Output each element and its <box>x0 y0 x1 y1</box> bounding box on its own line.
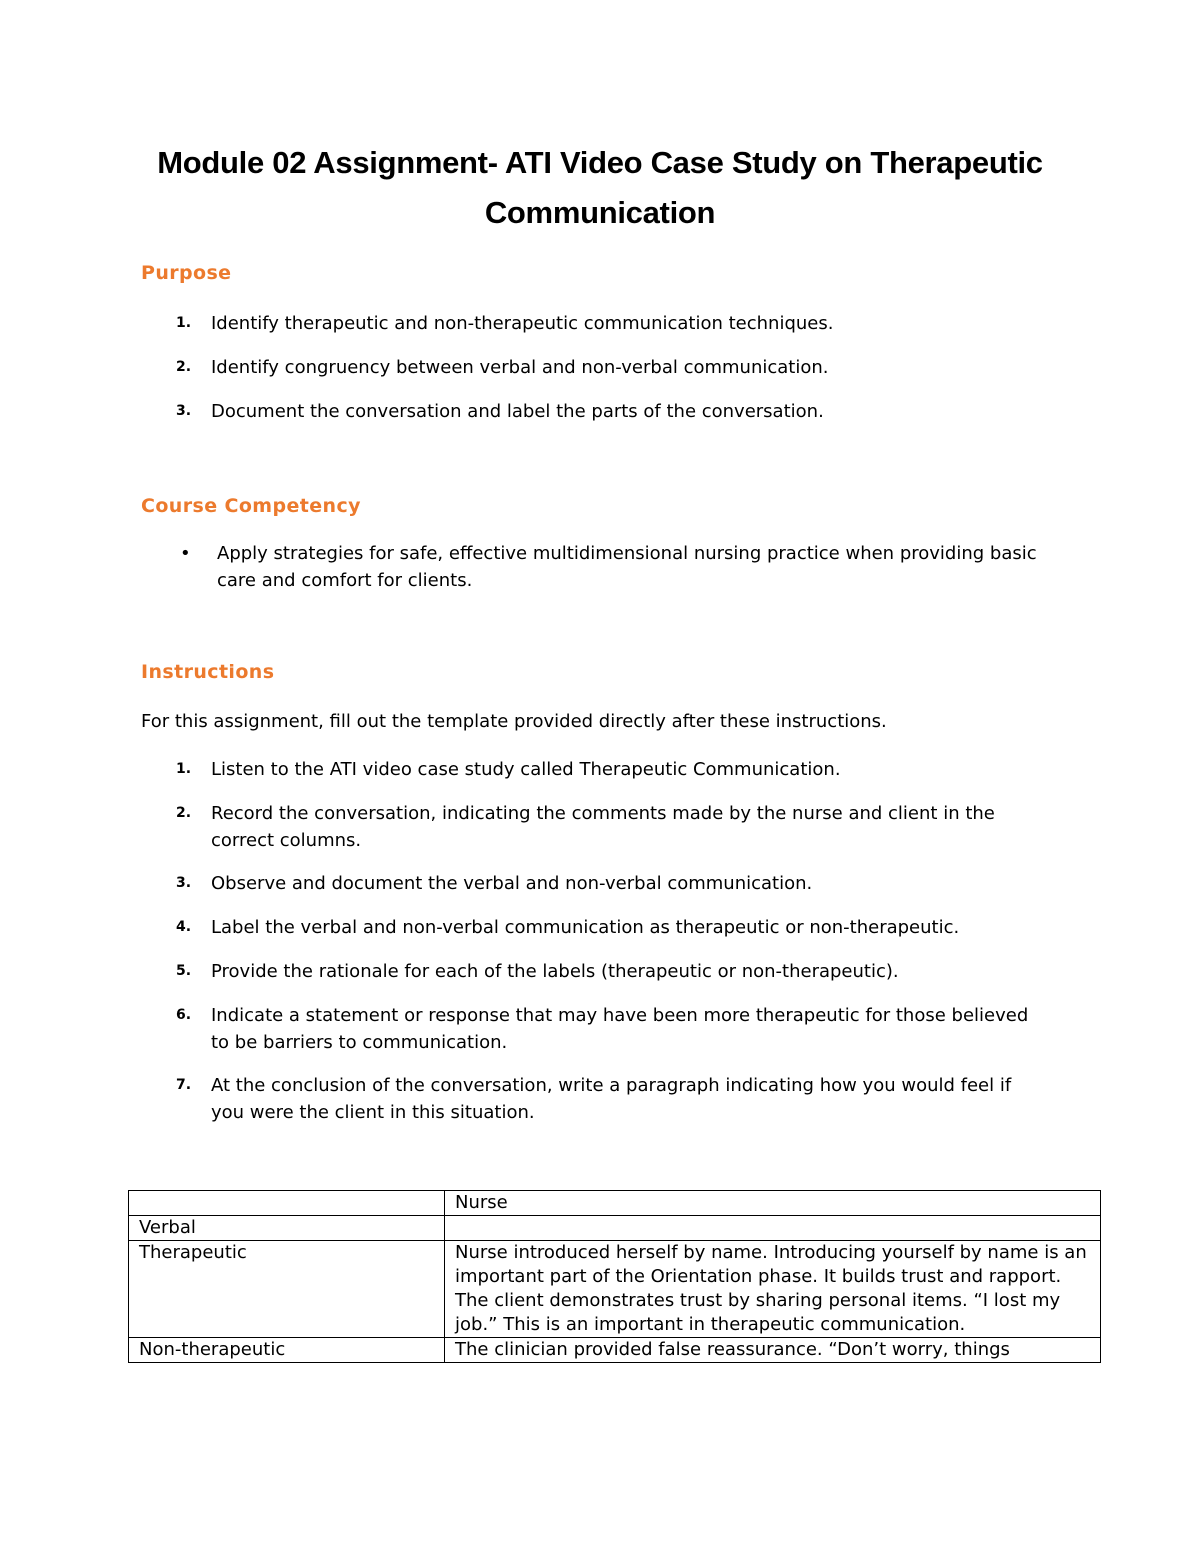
instruction-item <box>176 870 1056 897</box>
list-number: 3. <box>176 403 192 419</box>
title-line-1: Module 02 Assignment- ATI Video Case Study on Therapeutic <box>157 145 1043 180</box>
instruction-item <box>176 1072 1036 1126</box>
cell-paragraph: Nurse introduced herself by name. Introducing yourself by name is an important part of the Orientation phase. It builds trust and rapport. <box>455 1242 1087 1287</box>
row-label: Non-therapeutic <box>129 1338 445 1363</box>
purpose-heading: Purpose <box>141 262 232 284</box>
list-number: 2. <box>176 359 192 375</box>
communication-table <box>128 1190 1101 1363</box>
table-row <box>129 1241 1101 1338</box>
list-number: 6. <box>176 1007 192 1023</box>
purpose-item-text: Identify therapeutic and non-therapeutic communication techniques. <box>211 313 834 334</box>
competency-heading: Course Competency <box>141 495 361 517</box>
list-number: 5. <box>176 963 192 979</box>
instruction-item-text: Label the verbal and non-verbal communication as therapeutic or non-therapeutic. <box>211 917 960 938</box>
purpose-item-text: Identify congruency between verbal and non-verbal communication. <box>211 357 829 378</box>
list-number: 1. <box>176 315 192 331</box>
instruction-item-text: Provide the rationale for each of the labels (therapeutic or non-therapeutic). <box>211 961 899 982</box>
instruction-item-text: At the conclusion of the conversation, write a paragraph indicating how you would feel if you were the client in this situation. <box>211 1075 1012 1123</box>
cell-paragraph: The client demonstrates trust by sharing personal items. “I lost my job.” This is an important in therapeutic communication. <box>455 1290 1061 1335</box>
instruction-item-text: Observe and document the verbal and non-verbal communication. <box>211 873 813 894</box>
row-label: Verbal <box>129 1216 445 1241</box>
instruction-item-text: Indicate a statement or response that may have been more therapeutic for those believed to be barriers to communication. <box>211 1005 1029 1053</box>
list-number: 4. <box>176 919 192 935</box>
row-label: Therapeutic <box>129 1241 445 1338</box>
list-number: 3. <box>176 875 192 891</box>
bullet-icon: • <box>180 543 191 564</box>
instruction-item <box>176 800 1036 854</box>
list-number: 7. <box>176 1077 192 1093</box>
instructions-intro: For this assignment, fill out the template provided directly after these instructions. <box>141 711 887 732</box>
row-content <box>445 1216 1101 1241</box>
list-number: 2. <box>176 805 192 821</box>
purpose-item <box>176 354 1056 381</box>
row-content <box>445 1338 1101 1363</box>
purpose-item <box>176 310 1056 337</box>
instruction-item-text: Listen to the ATI video case study called Therapeutic Communication. <box>211 759 841 780</box>
list-number: 1. <box>176 761 192 777</box>
competency-item <box>176 540 1076 594</box>
instructions-heading: Instructions <box>141 661 275 683</box>
purpose-item-text: Document the conversation and label the parts of the conversation. <box>211 401 824 422</box>
cell-paragraph: The clinician provided false reassurance. “Don’t worry, things <box>455 1339 1010 1360</box>
title-line-2: Communication <box>484 195 716 230</box>
instruction-item <box>176 756 1056 783</box>
instruction-item <box>176 1002 1036 1056</box>
table-row <box>129 1216 1101 1241</box>
purpose-item <box>176 398 1056 425</box>
document-title <box>100 138 1100 238</box>
table-header-cell: Nurse <box>445 1191 1101 1216</box>
table-header-cell <box>129 1191 445 1216</box>
row-content <box>445 1241 1101 1338</box>
table-header-row <box>129 1191 1101 1216</box>
table-row <box>129 1338 1101 1363</box>
instruction-item <box>176 914 1056 941</box>
competency-item-text: Apply strategies for safe, effective multidimensional nursing practice when providing basic care and comfort for clients. <box>217 543 1037 591</box>
instruction-item-text: Record the conversation, indicating the comments made by the nurse and client in the correct columns. <box>211 803 995 851</box>
instruction-item <box>176 958 1056 985</box>
